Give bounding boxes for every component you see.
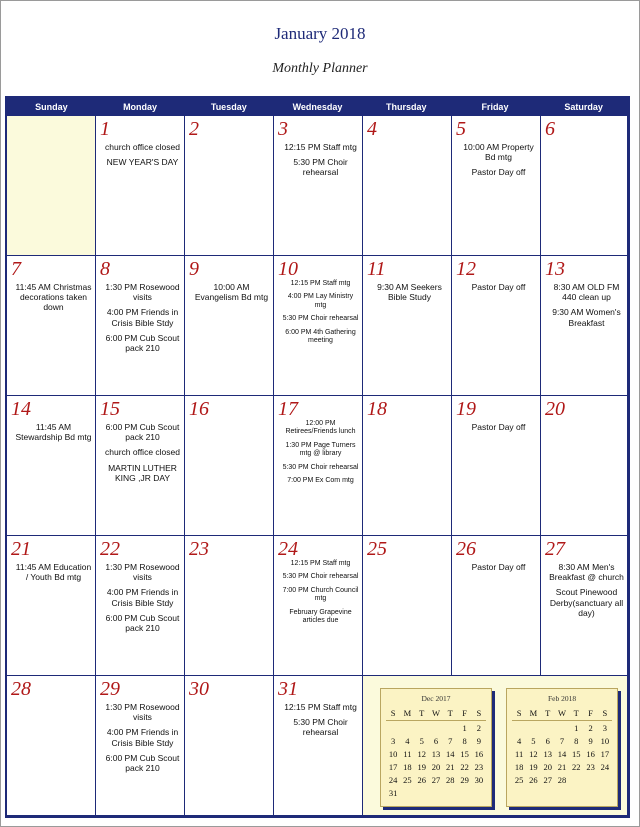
day-events	[460, 282, 537, 297]
event-entry[interactable]: Pastor Day off	[471, 562, 526, 572]
day-cell[interactable]	[452, 396, 541, 536]
day-number: 1	[100, 118, 110, 140]
event-entry[interactable]: 8:30 AM OLD FM 440 clean up	[553, 282, 620, 303]
mini-day[interactable]: 21	[446, 762, 455, 772]
mini-day[interactable]: 3	[602, 723, 607, 733]
mini-day[interactable]: 1	[462, 723, 467, 733]
mini-calendar	[380, 688, 492, 807]
event-entry[interactable]: 6:00 PM Cub Scout pack 210	[105, 332, 180, 353]
event-entry[interactable]: 5:30 PM Choir rehearsal	[282, 573, 359, 581]
day-cell[interactable]	[96, 676, 185, 816]
day-cell[interactable]	[452, 536, 541, 676]
mini-weekday: S	[476, 708, 482, 718]
event-entry[interactable]: Scout Pinewood Derby(sanctuary all day)	[549, 587, 624, 618]
mini-day[interactable]: 14	[446, 749, 455, 759]
day-number: 26	[456, 538, 476, 560]
day-number: 15	[100, 398, 120, 420]
mini-day[interactable]: 18	[514, 762, 524, 772]
day-events	[104, 702, 181, 778]
day-events	[282, 280, 359, 350]
mini-day[interactable]: 25	[403, 775, 412, 785]
event-entry[interactable]: 12:15 PM Staff mtg	[290, 280, 351, 287]
day-number: 30	[189, 678, 209, 700]
mini-day[interactable]: 28	[446, 775, 455, 785]
mini-day	[555, 722, 569, 734]
mini-calendar-title: Feb 2018	[547, 694, 577, 703]
event-entry[interactable]: MARTIN LUTHER KING ,JR DAY	[108, 462, 177, 483]
day-number: 22	[100, 538, 120, 560]
mini-day[interactable]: 15	[460, 749, 469, 759]
mini-weekday: S	[516, 708, 522, 718]
mini-day[interactable]: 23	[586, 762, 595, 772]
mini-day	[541, 722, 555, 734]
day-cell[interactable]	[96, 256, 185, 396]
mini-day[interactable]: 27	[431, 775, 441, 785]
day-events	[460, 422, 537, 437]
mini-calendar-title: Dec 2017	[421, 694, 451, 703]
mini-day	[583, 774, 597, 786]
day-cell[interactable]	[541, 256, 628, 396]
event-entry[interactable]: 6:00 PM Cub Scout pack 210	[105, 612, 180, 633]
mini-weekday: S	[390, 708, 396, 718]
mini-day[interactable]: 27	[543, 775, 552, 785]
day-cell[interactable]	[363, 536, 452, 676]
mini-day	[512, 722, 526, 734]
day-number: 14	[11, 398, 31, 420]
mini-day	[472, 787, 486, 799]
mini-day[interactable]: 26	[417, 775, 426, 785]
day-cell[interactable]	[96, 396, 185, 536]
mini-day[interactable]: 13	[543, 749, 552, 759]
event-entry[interactable]: 10:00 AM Property Bd mtg	[463, 142, 534, 163]
event-entry[interactable]: 9:30 AM Women's Breakfast	[552, 307, 621, 328]
day-events	[104, 142, 181, 172]
day-number: 18	[367, 398, 387, 420]
day-cell[interactable]	[452, 116, 541, 256]
event-entry[interactable]: NEW YEAR'S DAY	[106, 157, 179, 168]
day-number: 12	[456, 258, 476, 280]
mini-day[interactable]: 8	[574, 736, 579, 746]
event-entry[interactable]: 5:30 PM Choir rehearsal	[282, 315, 359, 323]
event-entry[interactable]: 1:30 PM Rosewood visits	[105, 282, 180, 303]
mini-day[interactable]: 3	[391, 736, 396, 746]
mini-day[interactable]: 2	[588, 723, 593, 733]
day-number: 5	[456, 118, 466, 140]
day-events	[282, 420, 359, 490]
mini-day[interactable]: 12	[529, 749, 538, 759]
mini-weekday: T	[419, 708, 425, 718]
mini-day[interactable]: 31	[388, 788, 398, 798]
mini-calendar-days	[512, 722, 612, 786]
event-entry[interactable]: 12:15 PM Staff mtg	[284, 142, 357, 152]
day-number: 10	[278, 258, 298, 280]
event-entry[interactable]: 7:00 PM Ex Com mtg	[287, 476, 354, 484]
day-number: 8	[100, 258, 110, 280]
day-events	[15, 562, 92, 587]
page-subtitle: Monthly Planner	[272, 61, 368, 76]
mini-weekday: F	[462, 708, 467, 718]
day-number: 23	[189, 538, 209, 560]
day-cell[interactable]	[363, 396, 452, 536]
weekday-thursday: Thursday	[385, 102, 427, 112]
weekday-wednesday: Wednesday	[292, 102, 343, 112]
mini-day[interactable]: 1	[574, 723, 579, 733]
mini-day	[598, 774, 612, 786]
event-entry[interactable]: 11:45 AM Stewardship Bd mtg	[15, 422, 92, 443]
event-entry[interactable]: Pastor Day off	[471, 167, 526, 178]
mini-day	[400, 722, 414, 734]
day-cell[interactable]	[363, 116, 452, 256]
day-events	[282, 560, 359, 630]
day-cell[interactable]	[541, 116, 628, 256]
day-number: 3	[278, 118, 288, 140]
day-cell[interactable]	[185, 396, 274, 536]
day-number: 9	[189, 258, 199, 280]
event-entry[interactable]: 1:30 PM Page Turners mtg @ library	[285, 441, 356, 458]
day-number: 11	[367, 258, 386, 280]
day-cell[interactable]	[7, 676, 96, 816]
mini-weekday: T	[573, 708, 579, 718]
mini-day[interactable]: 22	[460, 762, 469, 772]
day-number: 4	[367, 118, 377, 140]
day-events	[549, 562, 624, 623]
mini-weekday: F	[588, 708, 593, 718]
event-entry[interactable]: 6:00 PM Cub Scout pack 210	[105, 752, 180, 773]
mini-day[interactable]: 25	[514, 775, 524, 785]
day-cell[interactable]	[185, 256, 274, 396]
mini-day[interactable]: 16	[586, 749, 595, 759]
empty-day-cell	[7, 116, 96, 256]
calendar	[5, 96, 630, 818]
event-entry[interactable]: 9:30 AM Seekers Bible Study	[377, 282, 442, 303]
event-entry[interactable]: 8:30 AM Men's Breakfast @ church	[549, 562, 624, 583]
mini-day[interactable]: 9	[588, 736, 593, 746]
day-number: 28	[11, 678, 31, 700]
mini-day[interactable]: 9	[476, 736, 481, 746]
day-number: 6	[545, 118, 555, 140]
day-events	[549, 282, 624, 333]
day-events	[193, 282, 270, 307]
mini-day[interactable]: 12	[417, 749, 426, 759]
weekday-header	[7, 98, 628, 116]
day-number: 25	[367, 538, 387, 560]
day-events	[282, 702, 359, 743]
day-number: 17	[278, 398, 298, 420]
day-number: 27	[545, 538, 565, 560]
event-entry[interactable]: 5:30 PM Choir rehearsal	[293, 717, 348, 738]
mini-weekday: W	[557, 708, 566, 718]
mini-day[interactable]: 11	[403, 749, 412, 759]
day-cell[interactable]	[274, 396, 363, 536]
day-number: 20	[545, 398, 565, 420]
event-entry[interactable]: Pastor Day off	[471, 422, 526, 432]
event-entry[interactable]: February Grapevine articles due	[289, 608, 352, 624]
mini-calendar-weekdays	[386, 708, 486, 718]
weekday-tuesday: Tuesday	[210, 102, 247, 112]
mini-day[interactable]: 29	[460, 775, 469, 785]
mini-day[interactable]: 20	[543, 762, 552, 772]
event-entry[interactable]: Pastor Day off	[471, 282, 526, 292]
mini-calendar-divider	[512, 720, 612, 721]
event-entry[interactable]: 4:00 PM Friends in Crisis Bible Stdy	[106, 587, 179, 608]
mini-calendar-weekdays	[512, 708, 612, 718]
weekday-friday: Friday	[481, 102, 509, 112]
day-cell[interactable]	[185, 536, 274, 676]
day-events	[282, 142, 359, 183]
event-entry[interactable]: 1:30 PM Rosewood visits	[105, 702, 180, 723]
day-number: 31	[278, 678, 298, 700]
mini-day	[443, 787, 457, 799]
day-cell[interactable]	[185, 116, 274, 256]
mini-day	[386, 722, 400, 734]
mini-weekday: W	[431, 708, 440, 718]
day-number: 2	[189, 118, 199, 140]
mini-calendar	[506, 688, 618, 807]
mini-day[interactable]: 24	[388, 775, 398, 785]
mini-day[interactable]: 7	[559, 736, 565, 746]
mini-day[interactable]: 2	[476, 723, 481, 733]
mini-day	[415, 787, 429, 799]
day-cell[interactable]	[363, 256, 452, 396]
mini-day[interactable]: 21	[557, 762, 567, 772]
mini-day	[526, 722, 540, 734]
event-entry[interactable]: 11:45 AM Christmas decorations taken down	[15, 282, 92, 313]
mini-day[interactable]: 14	[557, 749, 567, 759]
day-cell[interactable]	[96, 116, 185, 256]
day-cell[interactable]	[7, 256, 96, 396]
day-cell[interactable]	[96, 536, 185, 676]
weekday-saturday: Saturday	[564, 102, 603, 112]
event-entry[interactable]: church office closed	[105, 447, 180, 458]
mini-day[interactable]: 4	[517, 736, 522, 746]
day-cell[interactable]	[7, 536, 96, 676]
mini-day[interactable]: 20	[431, 762, 441, 772]
mini-day[interactable]: 6	[545, 736, 550, 746]
mini-day	[443, 722, 457, 734]
day-cell[interactable]	[274, 676, 363, 816]
mini-weekday: T	[545, 708, 551, 718]
event-entry[interactable]: 1:30 PM Rosewood visits	[105, 562, 180, 583]
mini-day	[429, 722, 443, 734]
mini-day[interactable]: 28	[557, 775, 567, 785]
day-number: 19	[456, 398, 476, 420]
day-cell[interactable]	[452, 256, 541, 396]
mini-day	[569, 774, 583, 786]
event-entry[interactable]: 7:00 PM Church Council mtg	[282, 586, 359, 603]
day-cell[interactable]	[541, 396, 628, 536]
event-entry[interactable]: 4:00 PM Friends in Crisis Bible Stdy	[106, 727, 179, 748]
event-entry[interactable]: 12:15 PM Staff mtg	[290, 560, 351, 567]
mini-day[interactable]: 19	[529, 762, 538, 772]
day-events	[460, 562, 537, 577]
mini-day[interactable]: 30	[474, 775, 484, 785]
mini-day[interactable]: 19	[417, 762, 426, 772]
mini-day	[457, 787, 471, 799]
day-events	[371, 282, 448, 307]
mini-day	[400, 787, 414, 799]
day-number: 16	[189, 398, 209, 420]
calendar-grid	[7, 116, 628, 816]
mini-day[interactable]: 5	[419, 736, 424, 746]
day-cell[interactable]	[7, 396, 96, 536]
weekday-monday: Monday	[123, 102, 158, 112]
mini-day[interactable]: 11	[515, 749, 524, 759]
day-cell[interactable]	[274, 116, 363, 256]
mini-day[interactable]: 17	[388, 762, 398, 772]
event-entry[interactable]: 4:00 PM Lay Ministry mtg	[287, 293, 354, 309]
mini-day[interactable]: 6	[433, 736, 439, 746]
event-entry[interactable]: 10:00 AM Evangelism Bd mtg	[194, 282, 269, 303]
event-entry[interactable]: 4:00 PM Friends in Crisis Bible Stdy	[106, 307, 179, 328]
mini-day	[415, 722, 429, 734]
day-number: 29	[100, 678, 120, 700]
weekday-sunday: Sunday	[35, 102, 68, 112]
mini-calendar-days	[386, 722, 486, 799]
event-entry[interactable]: 12:00 PM Retirees/Friends lunch	[285, 420, 356, 436]
mini-day[interactable]: 7	[448, 736, 453, 746]
day-number: 13	[545, 258, 565, 280]
mini-day[interactable]: 10	[600, 736, 610, 746]
mini-calendars-panel	[363, 676, 628, 816]
day-events	[460, 142, 537, 183]
mini-day[interactable]: 17	[600, 749, 610, 759]
mini-day	[429, 787, 443, 799]
mini-weekday: M	[529, 708, 538, 718]
day-cell[interactable]	[185, 676, 274, 816]
day-events	[104, 562, 181, 638]
page-title: January 2018	[274, 24, 366, 43]
event-entry[interactable]: 6:00 PM 4th Gathering meeting	[285, 328, 356, 344]
mini-weekday: T	[447, 708, 453, 718]
event-entry[interactable]: 5:30 PM Choir rehearsal	[293, 157, 348, 178]
mini-day[interactable]: 26	[529, 775, 538, 785]
mini-day[interactable]: 22	[572, 762, 581, 772]
event-entry[interactable]: 6:00 PM Cub Scout pack 210	[105, 422, 180, 443]
day-events	[104, 422, 181, 488]
event-entry[interactable]: 12:15 PM Staff mtg	[284, 702, 357, 712]
mini-day[interactable]: 13	[431, 749, 441, 759]
mini-day[interactable]: 5	[531, 736, 536, 746]
day-number: 7	[11, 258, 21, 280]
day-cell[interactable]	[274, 536, 363, 676]
mini-day[interactable]: 8	[462, 736, 467, 746]
mini-weekday: M	[403, 708, 412, 718]
event-entry[interactable]: 5:30 PM Choir rehearsal	[282, 463, 359, 471]
mini-day[interactable]: 18	[403, 762, 412, 772]
event-entry[interactable]: church office closed	[105, 142, 180, 152]
event-entry[interactable]: 11:45 AM Education / Youth Bd mtg	[15, 562, 92, 583]
day-events	[104, 282, 181, 358]
mini-day[interactable]: 15	[572, 749, 581, 759]
mini-day[interactable]: 10	[388, 749, 398, 759]
mini-day[interactable]: 23	[474, 762, 484, 772]
day-cell[interactable]	[541, 536, 628, 676]
mini-day[interactable]: 24	[600, 762, 610, 772]
mini-weekday: S	[602, 708, 608, 718]
mini-calendar-divider	[386, 720, 486, 721]
day-number: 21	[11, 538, 31, 560]
day-number: 24	[278, 538, 298, 560]
day-events	[15, 282, 92, 318]
day-events	[15, 422, 92, 447]
mini-day[interactable]: 4	[405, 736, 410, 746]
day-cell[interactable]	[274, 256, 363, 396]
mini-day[interactable]: 16	[474, 749, 484, 759]
